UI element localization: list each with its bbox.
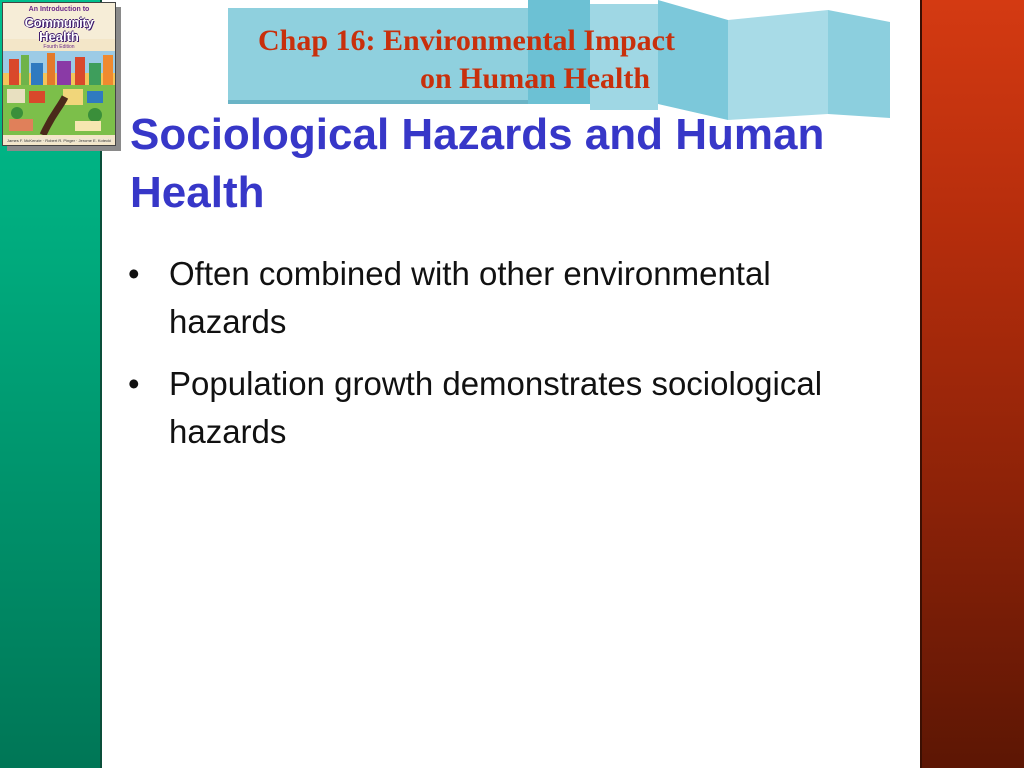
chapter-heading-line2: on Human Health [420, 62, 651, 95]
cover-city-illustration [3, 51, 115, 135]
bullet-item [128, 250, 828, 346]
cover-title-line2: Health [39, 29, 79, 44]
slide-title: Sociological Hazards and Human Health [130, 110, 825, 217]
bullet-list [128, 250, 828, 470]
cover-intro-text: An Introduction to [28, 6, 90, 13]
chapter-heading [258, 22, 818, 98]
bullet-dot-icon: • [128, 255, 140, 292]
cover-title-line1: Community [24, 15, 94, 30]
cover-authors-text: James F. McKenzie · Robert R. Pinger · Jerome E. Kotecki [6, 138, 112, 143]
chapter-heading-line1: Chap 16: Environmental Impact [258, 24, 675, 57]
bullet-dot-icon: • [128, 365, 140, 402]
cover-edition-text: Fourth Edition [43, 44, 75, 50]
bullet-item [128, 360, 828, 456]
right-accent-bar [920, 0, 1024, 768]
book-cover-image [2, 2, 116, 146]
bullet-text: Often combined with other environmental hazards [169, 255, 771, 340]
bullet-text: Population growth demonstrates sociological hazards [169, 365, 823, 450]
